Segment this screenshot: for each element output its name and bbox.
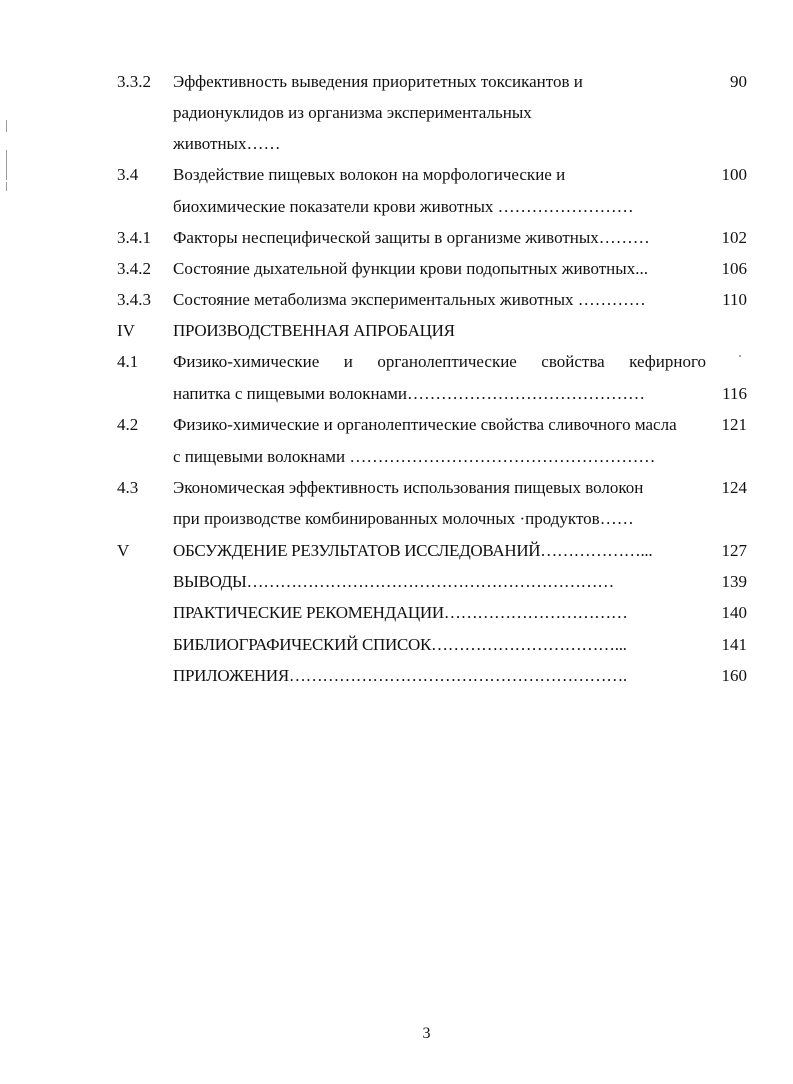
toc-bibliography	[0, 633, 793, 657]
toc-entry-number: 3.4.1	[117, 228, 151, 247]
toc-entry-number: 3.4.3	[117, 290, 151, 309]
toc-entry-page: 100	[721, 165, 747, 184]
toc-entry-number: 4.1	[117, 352, 139, 371]
toc-entry-title: ПРАКТИЧЕСКИЕ РЕКОМЕНДАЦИИ……………………………	[173, 603, 628, 622]
toc-entry-page: 127	[721, 541, 747, 560]
toc-entry-page: 110	[722, 290, 747, 309]
toc-entry-title: при производстве комбинированных молочных ·продуктов……	[173, 509, 634, 528]
toc-entry-continuation	[0, 382, 793, 406]
toc-entry-title: БИБЛИОГРАФИЧЕСКИЙ СПИСОК……………………………...	[173, 635, 627, 654]
toc-entry-continuation	[0, 132, 793, 156]
toc-entry-page: 160	[721, 666, 747, 685]
toc-entry-title: Состояние дыхательной функции крови подопытных животных...	[173, 259, 648, 278]
toc-recommendations	[0, 601, 793, 625]
toc-entry-title: биохимические показатели крови животных ……………………	[173, 197, 634, 216]
toc-entry-continuation	[0, 195, 793, 219]
toc-entry-title: Физико-химические и органолептические свойства сливочного масла	[173, 415, 677, 434]
toc-entry-title: ПРИЛОЖЕНИЯ…………………………………………………….	[173, 666, 627, 685]
toc-chapter-v	[0, 539, 793, 563]
toc-entry-continuation	[0, 101, 793, 125]
toc-entry-title: напитка с пищевыми волокнами……………………………………	[173, 384, 645, 403]
toc-entry-number: 4.3	[117, 478, 139, 497]
toc-entry-title: животных……	[173, 134, 281, 153]
toc-entry-3-4-2	[0, 257, 793, 281]
toc-entry-page: 90	[730, 72, 747, 91]
toc-entry-page: 116	[722, 384, 747, 403]
toc-appendices	[0, 664, 793, 688]
toc-entry-page: 102	[721, 228, 747, 247]
page-number: 3	[422, 1025, 431, 1042]
toc-entry-number: 3.3.2	[117, 72, 151, 91]
toc-entry-number: V	[117, 541, 130, 560]
toc-entry-3-4-1	[0, 226, 793, 250]
toc-entry-title: ПРОИЗВОДСТВЕННАЯ АПРОБАЦИЯ	[173, 321, 455, 340]
toc-entry-page: 140	[721, 603, 747, 622]
toc-entry-number: 4.2	[117, 415, 139, 434]
toc-entry-continuation	[0, 445, 793, 469]
toc-entry-page: 121	[721, 415, 747, 434]
toc-entry-number: IV	[117, 321, 135, 340]
toc-entry-title: ОБСУЖДЕНИЕ РЕЗУЛЬТАТОВ ИССЛЕДОВАНИЙ………………...	[173, 541, 653, 560]
toc-entry-title: Физико-химические и органолептические свойства кефирного	[173, 352, 706, 371]
toc-entry-title: Воздействие пищевых волокон на морфологические и	[173, 165, 566, 184]
toc-entry-4-3	[0, 476, 793, 500]
toc-entry-title: ВЫВОДЫ…………………………………………………………	[173, 572, 614, 591]
toc-chapter-iv	[0, 319, 793, 343]
toc-entry-page: 139	[721, 572, 747, 591]
toc-conclusions	[0, 570, 793, 594]
toc-entry-number: 3.4.2	[117, 259, 151, 278]
toc-entry-title: Экономическая эффективность использования пищевых волокон	[173, 478, 644, 497]
toc-entry-title: Эффективность выведения приоритетных токсикантов и	[173, 72, 583, 91]
toc-entry-4-2	[0, 413, 793, 437]
toc-entry-number: 3.4	[117, 165, 139, 184]
toc-entry-title: с пищевыми волокнами ………………………………………………	[173, 447, 656, 466]
toc-entry-page: 141	[721, 635, 747, 654]
toc-entry-continuation	[0, 507, 793, 531]
toc-entry-4-1	[0, 350, 793, 374]
toc-entry-title: радионуклидов из организма экспериментальных	[173, 103, 532, 122]
toc-entry-title: Состояние метаболизма экспериментальных животных …………	[173, 290, 646, 309]
toc-entry-page: 106	[721, 259, 747, 278]
toc-entry-3-3-2	[0, 70, 793, 94]
toc-entry-3-4-3	[0, 288, 793, 312]
toc-entry-3-4	[0, 163, 793, 187]
toc-entry-title: Факторы неспецифической защиты в организме животных………	[173, 228, 650, 247]
toc-entry-page: 124	[721, 478, 747, 497]
